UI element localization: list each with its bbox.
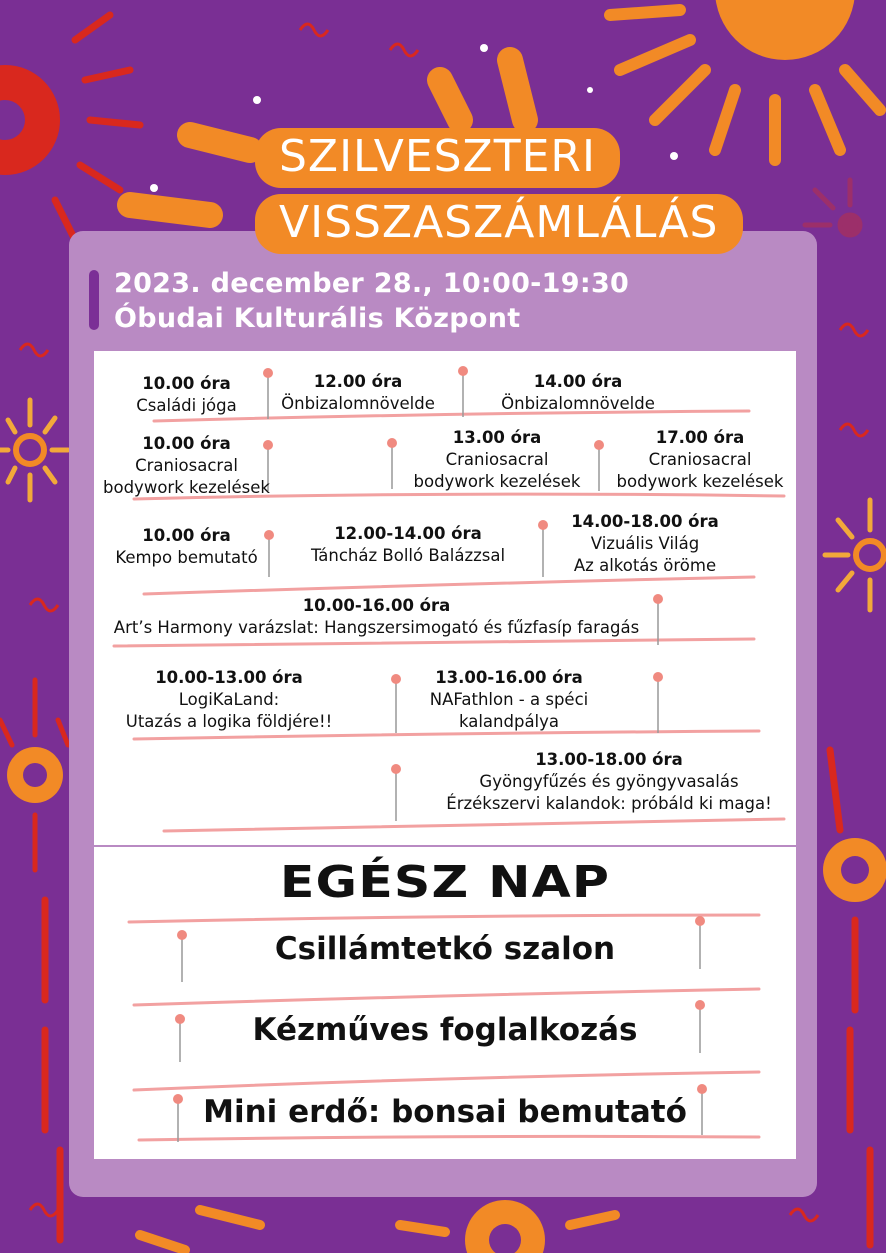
event-gyongyfuzes [434, 749, 784, 815]
event-desc: Családi jóga [136, 396, 237, 415]
event-time: 14.00 óra [533, 372, 623, 391]
event-desc: Craniosacral [135, 456, 238, 475]
event-confidence-1 [269, 371, 447, 415]
all-day-item-crafts: Kézműves foglalkozás [252, 1012, 638, 1048]
title-line-1: SZILVESZTERI [255, 128, 620, 188]
all-day-board [94, 847, 796, 1159]
all-day-item-bonsai: Mini erdő: bonsai bemutató [203, 1094, 687, 1130]
firework-bottom-icon [140, 1200, 615, 1253]
event-venue: Óbudai Kulturális Központ [114, 303, 521, 334]
event-desc: Craniosacral [648, 450, 752, 469]
event-desc: kalandpálya [458, 712, 560, 731]
event-familyyoga [94, 373, 279, 417]
event-time: 10.00 óra [142, 434, 231, 453]
event-craniosacral-1 [94, 433, 279, 499]
firework-right-upper-icon [805, 180, 860, 235]
firework-top-right-icon [610, 0, 880, 160]
event-desc: Önbizalomnövelde [501, 394, 655, 413]
event-time: 10.00 óra [142, 374, 231, 393]
event-desc: bodywork kezelések [103, 478, 270, 497]
event-tanchaz [294, 523, 522, 567]
event-desc: Utazás a logika földjére!! [125, 712, 333, 731]
title-line-2: VISSZASZÁMLÁLÁS [255, 194, 743, 254]
event-logikaland [114, 667, 344, 733]
event-confidence-2 [484, 371, 672, 415]
event-time: 17.00 óra [655, 428, 745, 447]
event-desc: Kempo bemutató [115, 548, 258, 567]
header-accent-bar [89, 270, 99, 330]
event-date-time: 2023. december 28., 10:00-19:30 [114, 268, 630, 299]
event-time: 14.00-18.00 óra [571, 512, 719, 531]
event-craniosacral-3 [614, 427, 786, 493]
event-time: 12.00-14.00 óra [334, 524, 482, 543]
event-desc: NAFathlon - a spéci [429, 690, 589, 709]
event-kempo [94, 525, 279, 569]
event-time: 13.00-16.00 óra [435, 668, 583, 687]
event-desc: Vizuális Világ [590, 534, 700, 553]
event-desc: Táncház Bolló Balázzsal [310, 546, 506, 565]
event-desc: Craniosacral [445, 450, 549, 469]
firework-right-lower-icon [823, 750, 886, 1245]
event-desc: bodywork kezelések [413, 472, 581, 491]
event-vizualis [559, 511, 731, 577]
event-time: 13.00 óra [452, 428, 542, 447]
event-desc: Art’s Harmony varázslat: Hangszersimogató és fűzfasíp faragás [113, 618, 640, 637]
event-time: 10.00-13.00 óra [155, 668, 303, 687]
event-time: 10.00-16.00 óra [302, 596, 451, 615]
firework-left-middle-icon [0, 400, 68, 500]
firework-left-lower-icon [0, 680, 68, 1240]
event-desc: Önbizalomnövelde [281, 394, 435, 413]
event-time: 13.00-18.00 óra [535, 750, 683, 769]
event-desc: Gyöngyfűzés és gyöngyvasalás [479, 772, 739, 791]
event-craniosacral-2 [412, 427, 582, 493]
event-desc: LogiKaLand: [178, 690, 280, 709]
all-day-item-glitter-tattoo: Csillámtetkó szalon [274, 931, 616, 967]
all-day-title: EGÉSZ NAP [279, 857, 611, 908]
schedule-board [94, 351, 796, 845]
event-artsharmony [104, 595, 649, 639]
event-time: 12.00 óra [313, 372, 403, 391]
event-time: 10.00 óra [142, 526, 231, 545]
event-desc: Az alkotás öröme [573, 556, 717, 575]
event-nafathlon [420, 667, 598, 733]
firework-right-middle-icon [825, 500, 884, 610]
event-desc: bodywork kezelések [616, 472, 784, 491]
event-desc: Érzékszervi kalandok: próbáld ki maga! [446, 794, 772, 813]
